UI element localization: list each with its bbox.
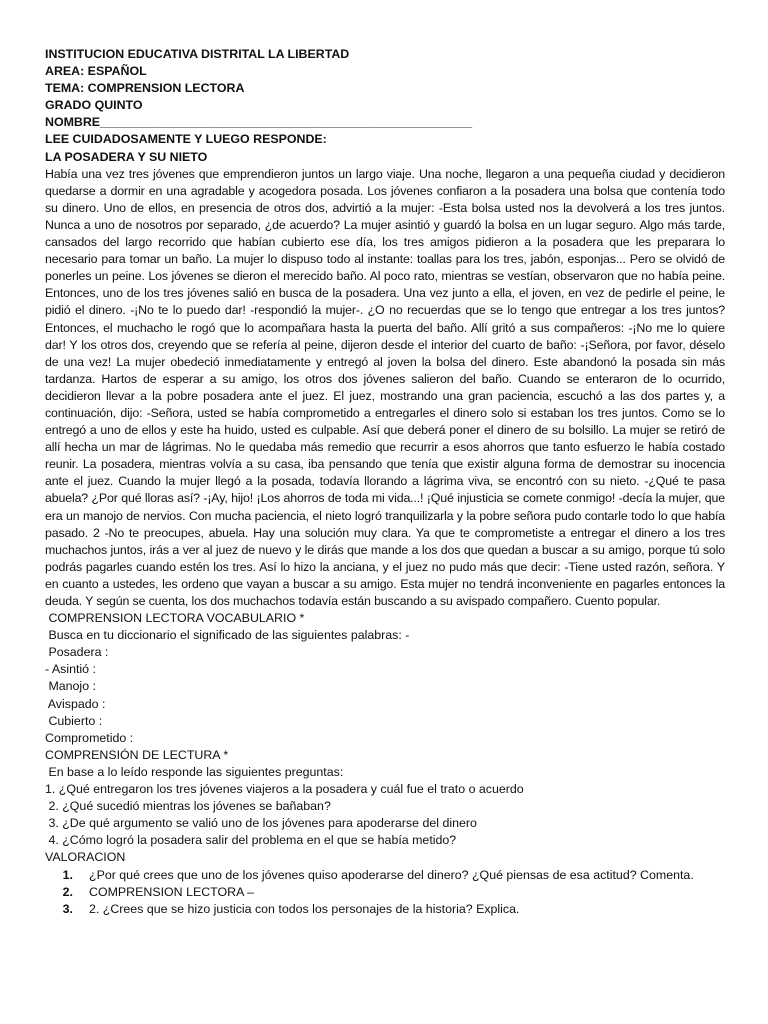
- reading-instruction: LEE CUIDADOSAMENTE Y LUEGO RESPONDE:: [45, 132, 327, 147]
- vocabulary-list: [45, 644, 725, 747]
- question-item: 4. ¿Cómo logró la posadera salir del problema en el que se había metido?: [45, 833, 457, 848]
- valoracion-number: 1.: [62, 867, 73, 882]
- question-item: 1. ¿Qué entregaron los tres jóvenes viajeros a la posadera y cuál fue el trato o acuerdo: [45, 782, 524, 797]
- question-item: 2. ¿Qué sucedió mientras los jóvenes se bañaban?: [45, 799, 331, 814]
- valoracion-number: 2.: [62, 884, 73, 899]
- valoracion-heading: VALORACION: [45, 850, 126, 865]
- question-item: 3. ¿De qué argumento se valió uno de los jóvenes para apoderarse del dinero: [45, 816, 477, 831]
- valoracion-text: ¿Por qué crees que uno de los jóvenes quiso apoderarse del dinero? ¿Qué piensas de esa actitud? Comenta.: [89, 867, 694, 882]
- grado-line: GRADO QUINTO: [45, 98, 143, 113]
- vocabulary-word: Cubierto :: [45, 713, 103, 728]
- vocabulary-word: Manojo :: [45, 679, 96, 694]
- institution-name: INSTITUCION EDUCATIVA DISTRITAL LA LIBERTAD: [45, 47, 350, 61]
- valoracion-section: [45, 849, 725, 917]
- vocabulary-section: [45, 610, 725, 747]
- valoracion-number: 3.: [62, 901, 73, 916]
- tema-line: TEMA: COMPRENSION LECTORA: [45, 81, 245, 96]
- question-list: [45, 781, 725, 849]
- vocabulary-word: Comprometido :: [45, 730, 134, 745]
- vocabulary-word: Avispado :: [45, 696, 106, 711]
- valoracion-list: [45, 867, 725, 918]
- document-page: [45, 46, 725, 918]
- comprehension-section: [45, 747, 725, 850]
- valoracion-item: [45, 884, 725, 901]
- valoracion-text: COMPRENSION LECTORA –: [89, 884, 255, 899]
- valoracion-item: [45, 901, 725, 918]
- vocabulary-heading: COMPRENSION LECTORA VOCABULARIO *: [45, 611, 305, 626]
- comprehension-heading: COMPRENSIÓN DE LECTURA *: [45, 747, 229, 762]
- valoracion-item: [45, 867, 725, 884]
- story-title: LA POSADERA Y SU NIETO: [45, 149, 208, 164]
- vocabulary-instruction: Busca en tu diccionario el significado de las siguientes palabras: -: [45, 628, 410, 643]
- vocabulary-word: - Asintió :: [45, 662, 96, 677]
- valoracion-text: 2. ¿Crees que se hizo justicia con todos los personajes de la historia? Explica.: [89, 901, 520, 916]
- vocabulary-word: Posadera :: [45, 645, 109, 660]
- story-text: Había una vez tres jóvenes que emprendieron juntos un largo viaje. Una noche, llegaron a una pequeña ciudad y decidieron quedarse a dormir en una agradable y acogedora posada. Los jóvenes confiaron a la posadera una bolsa que contenía todo su dinero. Uno de ellos, en presencia de otros dos, advirtió a la mujer: -Esta bolsa usted nos la devolverá a los tres juntos. Nunca a uno de nosotros por separado, ¿de acuerdo? La mujer asintió y guardó la bolsa en un lugar seguro. Algo más tarde, cansados del largo recorrido que habían cubierto ese día, los tres amigos pidieron a la posadera que les preparara lo necesario para tomar un baño. La mujer lo dispuso todo al instante: toallas para los tres, jabón, esponjas... Pero se olvidó de ponerles un peine. Los jóvenes se dieron el merecido baño. Al poco rato, mientras se vestían, observaron que no había peine. Entonces, uno de los tres jóvenes salió en busca de la posadera. Una vez junto a ella, el joven, en vez de pedirle el peine, le pidió el dinero. -¡No te lo puedo dar! -respondió la mujer-. ¿O no recuerdas que se lo tengo que entregar a los tres juntos? Entonces, el muchacho le rogó que lo acompañara hasta la puerta del baño. Allí gritó a sus compañeros: -¡No me lo quiere dar! Y los otros dos, creyendo que se refería al peine, dijeron desde el interior del cuarto de baño: -¡Señora, por favor, déselo de una vez! La mujer obedeció inmediatamente y entregó al joven la bolsa del dinero. Este abandonó la posada sin más tardanza. Hartos de esperar a su amigo, los otros dos jóvenes salieron del baño. Cuando se enteraron de lo ocurrido, decidieron llevar a la pobre posadera ante el juez. El juez, mostrando una gran paciencia, escuchó a las dos partes y, a continuación, dijo: -Señora, usted se había comprometido a entregarles el dinero solo si estaban los tres juntos. Como se lo entregó a uno de ellos y este ha huido, usted es culpable. Así que deberá poner el dinero de su bolsillo. La mujer se retiró de allí hecha un mar de lágrimas. No le quedaba más remedio que recurrir a esos ahorros que tanto esfuerzo le había costado reunir. La posadera, mientras volvía a su casa, iba pensando que tenía que existir alguna forma de demostrar su inocencia ante el juez. Cuando la mujer llegó a la posada, todavía llorando a lágrima viva, se encontró con su nieto. -¿Qué te pasa abuela? ¿Por qué lloras así? -¡Ay, hijo! ¡Los ahorros de toda mi vida...! ¡Qué injusticia se comete conmigo! -decía la mujer, que era un manojo de nervios. Con mucha paciencia, el nieto logró tranquilizarla y la pobre señora pudo contarle todo lo que había pasado. 2 -No te preocupes, abuela. Hay una solución muy clara. Ya que te comprometiste a entregar el dinero a los tres muchachos juntos, irás a ver al juez de nuevo y le dirás que mande a los dos que quedan a buscar a su amigo, porque tú solo podrás pagarles cuando estén los tres. Así lo hizo la anciana, y el juez no pudo más que decir: -Tiene usted razón, señora. Y en cuanto a ustedes, les ordeno que vayan a buscar a su amigo. Esta mujer no tendrá inconveniente en pagarles entonces la deuda. Y según se cuenta, los dos muchachos todavía están buscando a su avispado compañero. Cuento popular.: [45, 166, 725, 608]
- area-line: AREA: ESPAÑOL: [45, 64, 147, 79]
- comprehension-instruction: En base a lo leído responde las siguientes preguntas:: [45, 764, 344, 779]
- nombre-line: NOMBRE______________________________________________________: [45, 115, 473, 130]
- document-header: [45, 46, 725, 166]
